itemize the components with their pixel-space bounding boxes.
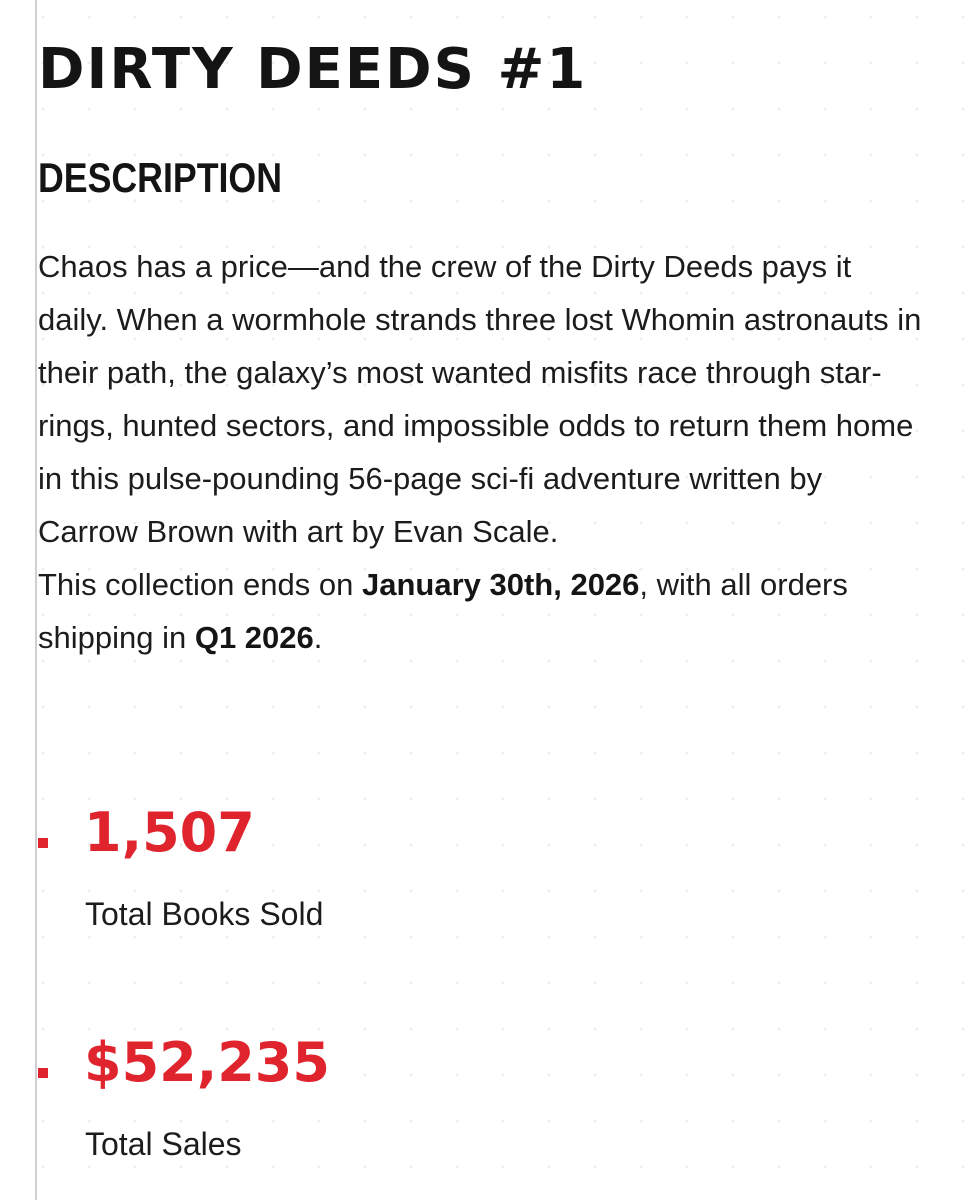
total-sales-value: $52,235	[84, 1031, 330, 1094]
square-bullet-icon	[38, 838, 48, 848]
stat-total-sales	[38, 1030, 638, 1180]
description-body	[38, 240, 928, 664]
collection-end-date: January 30th, 2026	[361, 567, 640, 602]
end-text-prefix: This collection ends on	[38, 567, 362, 602]
books-sold-label: Total Books Sold	[85, 896, 324, 932]
left-border-line	[35, 0, 37, 1200]
shipping-quarter: Q1 2026	[194, 620, 314, 655]
shipping-text: , with all orders shipping in	[38, 567, 848, 655]
page-title: DIRTY DEEDS #1	[38, 37, 588, 102]
square-bullet-icon	[38, 1068, 48, 1078]
stat-books-sold	[38, 800, 638, 950]
description-paragraph: Chaos has a price—and the crew of the Dirty Deeds pays it daily. When a wormhole strands three lost Whomin astronauts in their path, the galaxy’s most wanted misfits race through star-rings, hunted sectors, and impossible odds to return them home in this pulse-pounding 56-page sci-fi adventure written by Carrow Brown with art by Evan Scale.	[38, 249, 922, 549]
end-punctuation: .	[313, 620, 323, 655]
total-sales-label: Total Sales	[85, 1126, 242, 1162]
collection-end-paragraph	[38, 558, 928, 664]
books-sold-value: 1,507	[84, 801, 255, 864]
description-heading: DESCRIPTION	[38, 154, 282, 201]
